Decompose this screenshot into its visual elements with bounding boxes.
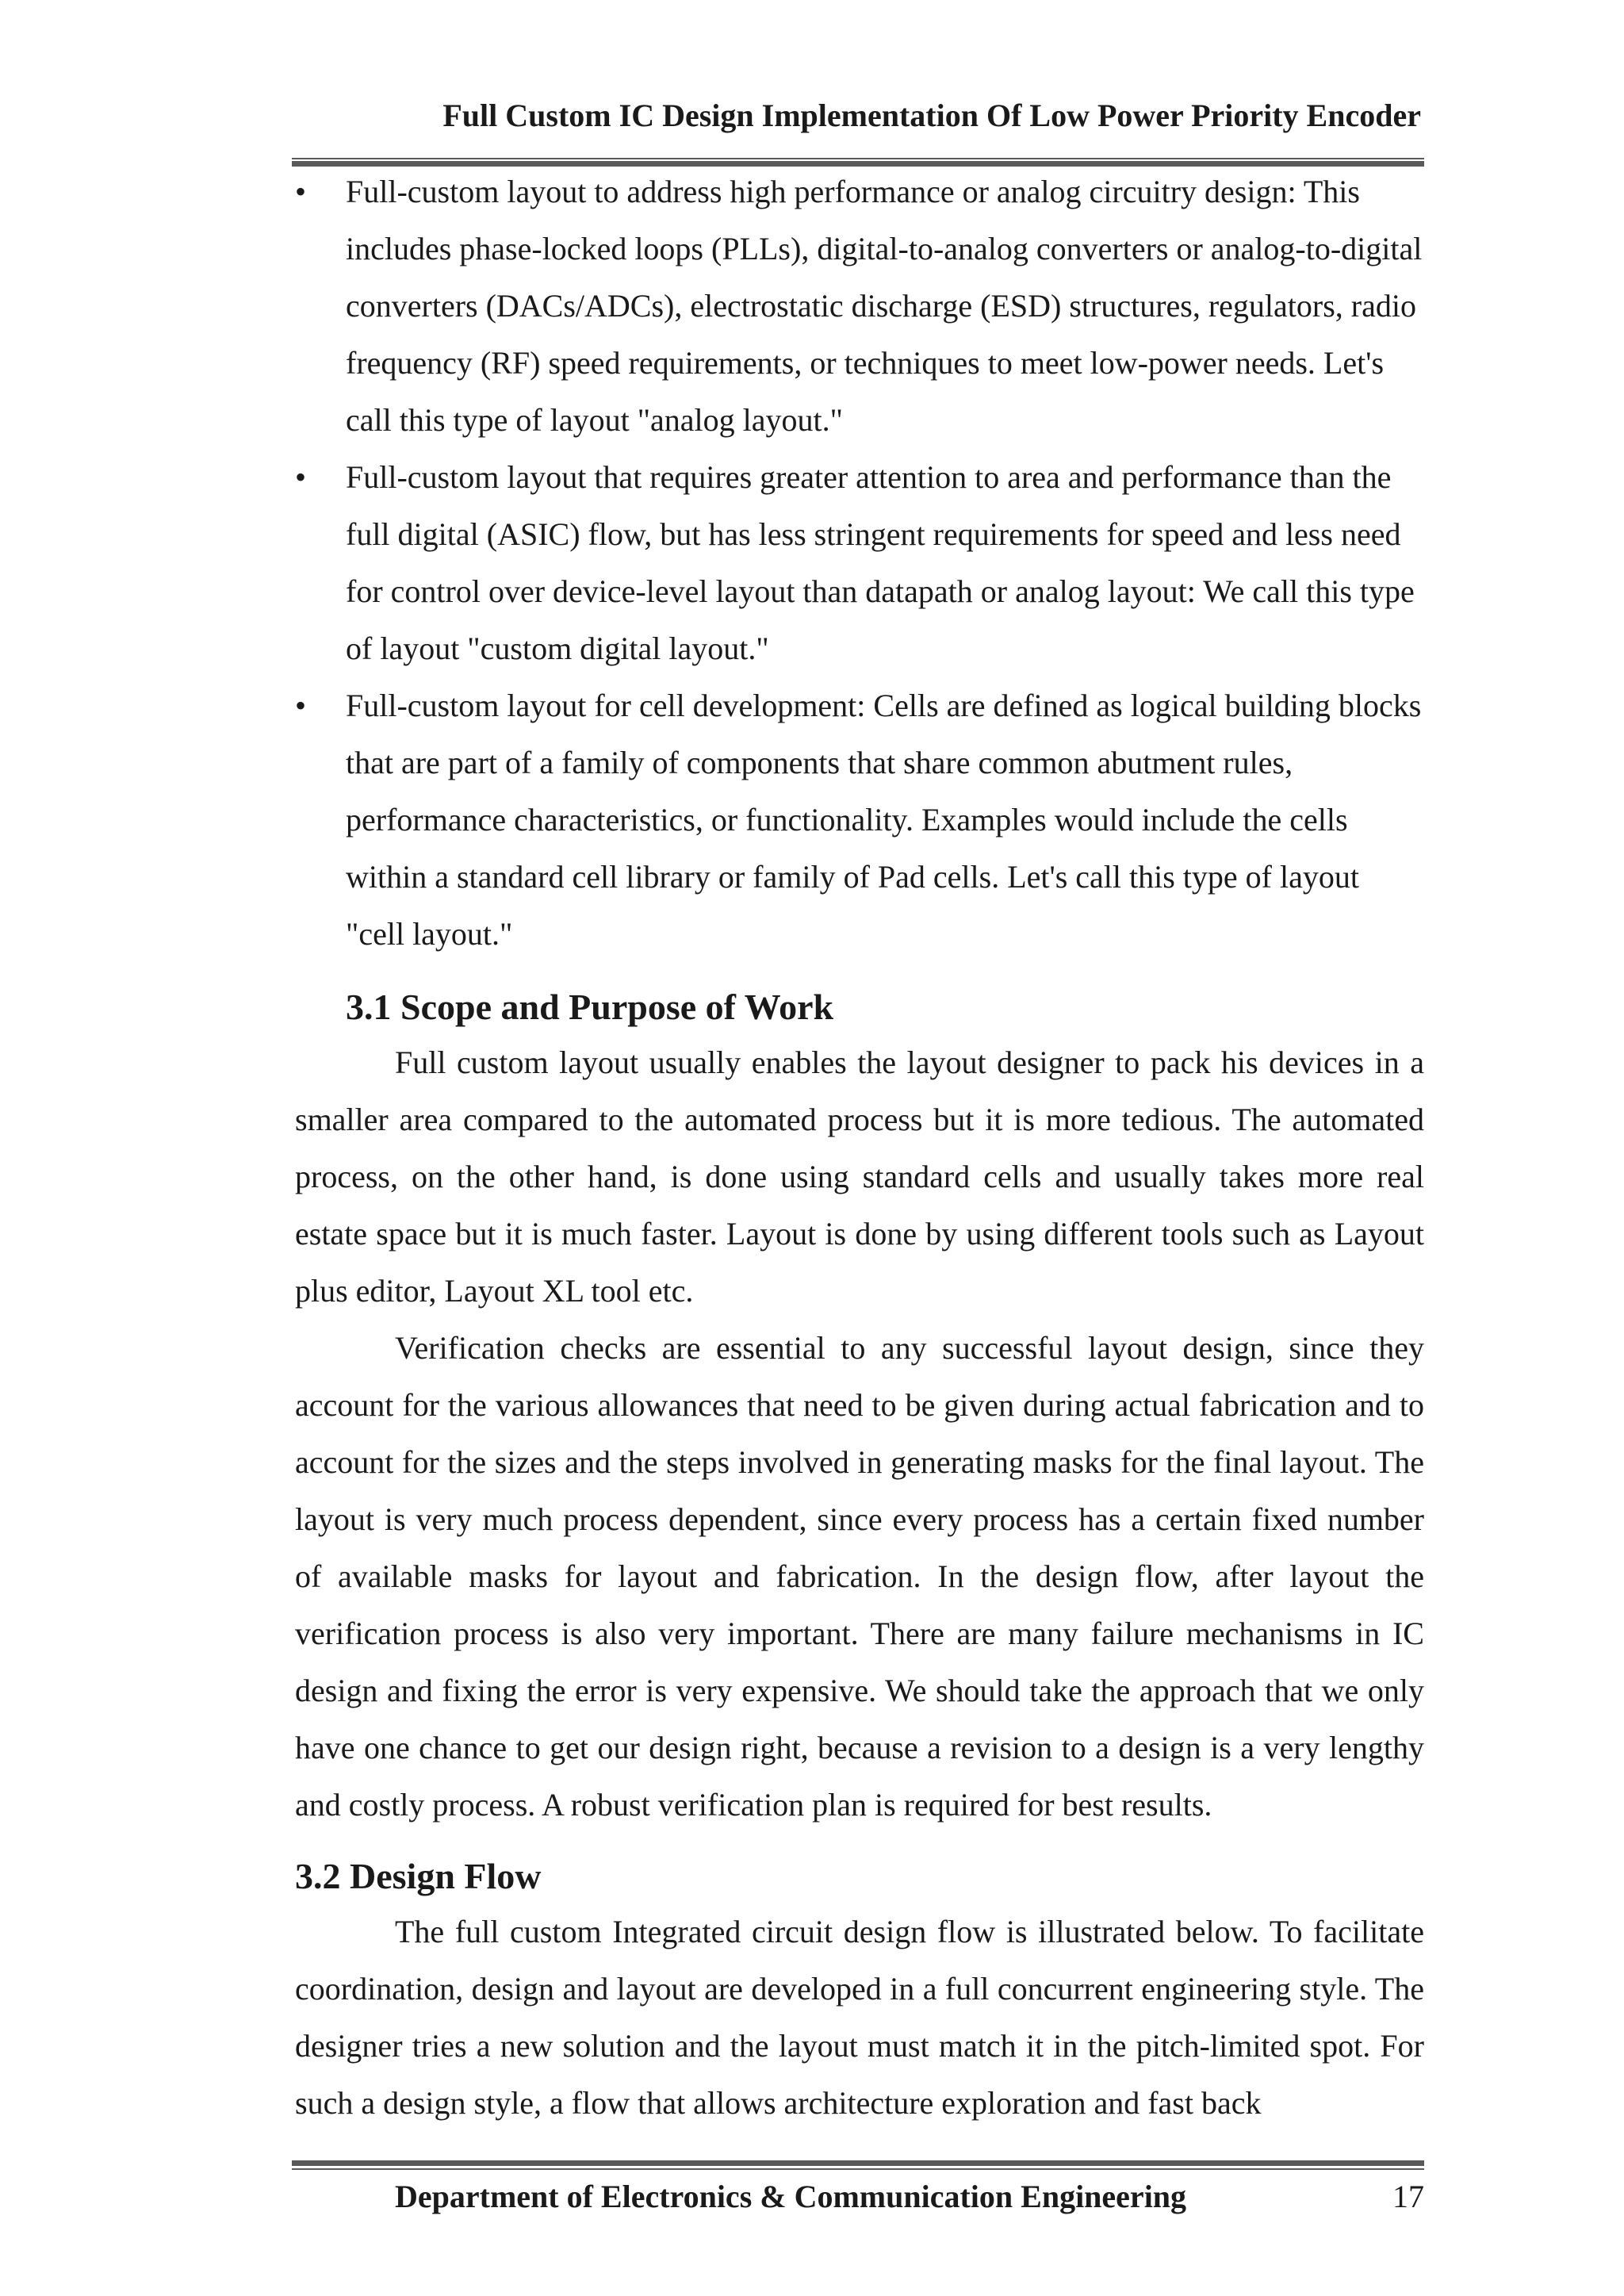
paragraph: Full custom layout usually enables the layout designer to pack his devices in a smaller area compared to the automated process but it is more tedious. The automated process, on the other hand, is done using standard cells and usually takes more real estate space but it is much faster. Layout is done by using different tools such as Layout plus editor, Layout XL tool etc.	[295, 1045, 1424, 1309]
section-heading-3-2: 3.2 Design Flow	[295, 1856, 542, 1896]
bullet-list	[295, 163, 1424, 963]
list-item	[295, 163, 1424, 449]
bullet-dot: •	[295, 174, 307, 209]
paragraph: Verification checks are essential to any successful layout design, since they account for the various allowances that need to be given during actual fabrication and to account for the sizes and the steps involved in generating masks for the final layout. The layout is very much process dependent, since every process has a certain fixed number of available masks for layout and fabrication. In the design flow, after layout the verification process is also very important. There are many failure mechanisms in IC design and fixing the error is very expensive. We should take the approach that we only have one chance to get our design right, because a revision to a design is a very lengthy and costly process. A robust verification plan is required for best results.	[295, 1330, 1424, 1823]
list-item	[295, 449, 1424, 677]
header-rule-thin	[292, 158, 1424, 159]
footer-department: Department of Electronics & Communication Engineering	[395, 2179, 1187, 2214]
list-item-text: Full-custom layout for cell development: Cells are defined as logical building blocks that are part of a family of components that share common abutment rules, performance characteristics, or functionality. Examples would include the cells within a standard cell library or family of Pad cells. Let's call this type of layout "cell layout."	[346, 688, 1422, 952]
paragraph: The full custom Integrated circuit design flow is illustrated below. To facilitate coordination, design and layout are developed in a full concurrent engineering style. The designer tries a new solution and the layout must match it in the pitch-limited spot. For such a design style, a flow that allows architecture exploration and fast back	[295, 1914, 1424, 2121]
footer-rule-thick	[292, 2160, 1424, 2166]
page-number: 17	[1392, 2179, 1424, 2214]
bullet-dot: •	[295, 688, 307, 723]
footer-rule-thin	[292, 2168, 1424, 2170]
running-header: Full Custom IC Design Implementation Of Low Power Priority Encoder	[442, 98, 1421, 133]
list-item	[295, 677, 1424, 963]
bullet-dot: •	[295, 459, 307, 495]
page-body	[295, 163, 1424, 2132]
section-heading-3-1: 3.1 Scope and Purpose of Work	[346, 987, 834, 1027]
list-item-text: Full-custom layout to address high performance or analog circuitry design: This includes phase-locked loops (PLLs), digital-to-analog converters or analog-to-digital converters (DACs/ADCs), electrostatic discharge (ESD) structures, regulators, radio frequency (RF) speed requirements, or techniques to meet low-power needs. Let's call this type of layout "analog layout."	[346, 174, 1423, 438]
list-item-text: Full-custom layout that requires greater attention to area and performance than the full digital (ASIC) flow, but has less stringent requirements for speed and less need for control over device-level layout than datapath or analog layout: We call this type of layout "custom digital layout."	[346, 459, 1415, 666]
